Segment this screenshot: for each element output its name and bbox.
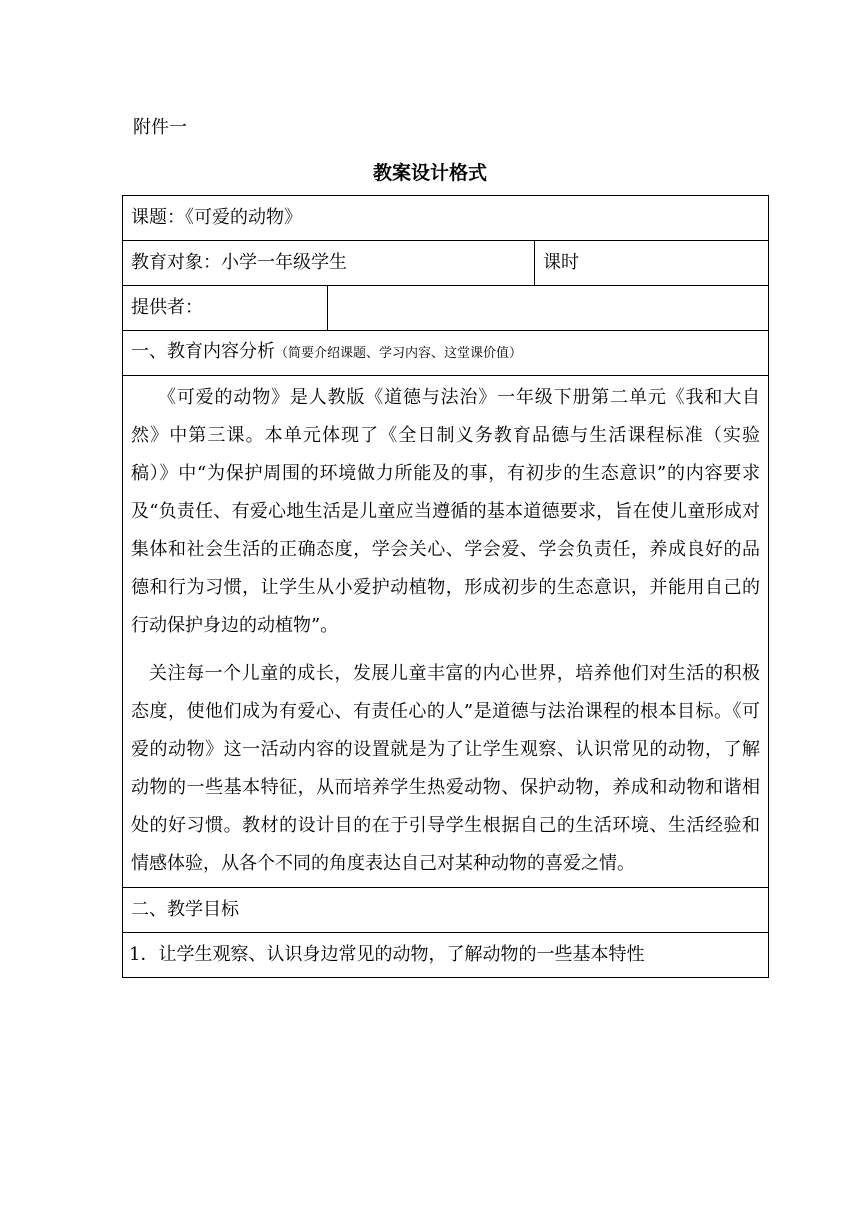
content-paragraph-1: 《可爱的动物》是人教版《道德与法治》一年级下册第二单元《我和大自然》中第三课。本单元体现了《全日制义务教育品德与生活课程标准（实验稿）》中“为保护周围的环境做力所能及的事，有初步的生态意识”的内容要求及“负责任、有爱心地生活是儿童应当遵循的基本道德要求，旨在使儿童形成对集体和社会生活的正确态度，学会关心、学会爱、学会负责任，养成良好的品德和行为习惯，让学生从小爱护动植物，形成初步的生态意识，并能用自己的行动保护身边的动植物”。 xyxy=(131,387,761,636)
section1-header-row xyxy=(123,331,769,376)
topic-row xyxy=(123,196,769,241)
goal-cell xyxy=(123,933,769,978)
lesson-plan-table xyxy=(122,195,769,978)
provider-value-cell xyxy=(328,286,769,331)
section2-header-row xyxy=(123,888,769,933)
audience-row xyxy=(123,241,769,286)
provider-label-cell xyxy=(123,286,328,331)
period-label: 课时 xyxy=(543,252,579,273)
audience-cell xyxy=(123,241,535,286)
period-cell xyxy=(535,241,769,286)
audience-value: 小学一年级学生 xyxy=(221,252,347,273)
topic-label: 课题： xyxy=(131,207,185,228)
section2-header-cell xyxy=(123,888,769,933)
provider-row xyxy=(123,286,769,331)
section1-content-row xyxy=(123,376,769,888)
provider-label: 提供者： xyxy=(131,297,203,318)
section1-title: 一、教育内容分析 xyxy=(131,341,275,362)
attachment-label: 附件一 xyxy=(133,117,187,138)
goal-1-text: 1．让学生观察、认识身边常见的动物，了解动物的一些基本特性 xyxy=(129,944,645,965)
topic-value: 《可爱的动物》 xyxy=(185,207,302,228)
content-paragraph-2: 关注每一个儿童的成长，发展儿童丰富的内心世界，培养他们对生活的积极态度，使他们成为有爱心、有责任心的人”是道德与法治课程的根本目标。《可爱的动物》这一活动内容的设置就是为了让学生观察、认识常见的动物，了解动物的一些基本特征，从而培养学生热爱动物、保护动物，养成和动物和谐相处的好习惯。教材的设计目的在于引导学生根据自己的生活环境、生活经验和情感体验，从各个不同的角度表达自己对某种动物的喜爱之情。 xyxy=(131,663,761,874)
section2-title: 二、教学目标 xyxy=(131,899,239,920)
document-title: 教案设计格式 xyxy=(372,162,487,184)
section1-header-cell xyxy=(123,331,769,376)
audience-label: 教育对象： xyxy=(131,252,221,273)
section1-content-cell xyxy=(123,376,769,888)
topic-cell xyxy=(123,196,769,241)
section1-note: （简要介绍课题、学习内容、这堂课价值） xyxy=(275,346,523,361)
goal-row xyxy=(123,933,769,978)
